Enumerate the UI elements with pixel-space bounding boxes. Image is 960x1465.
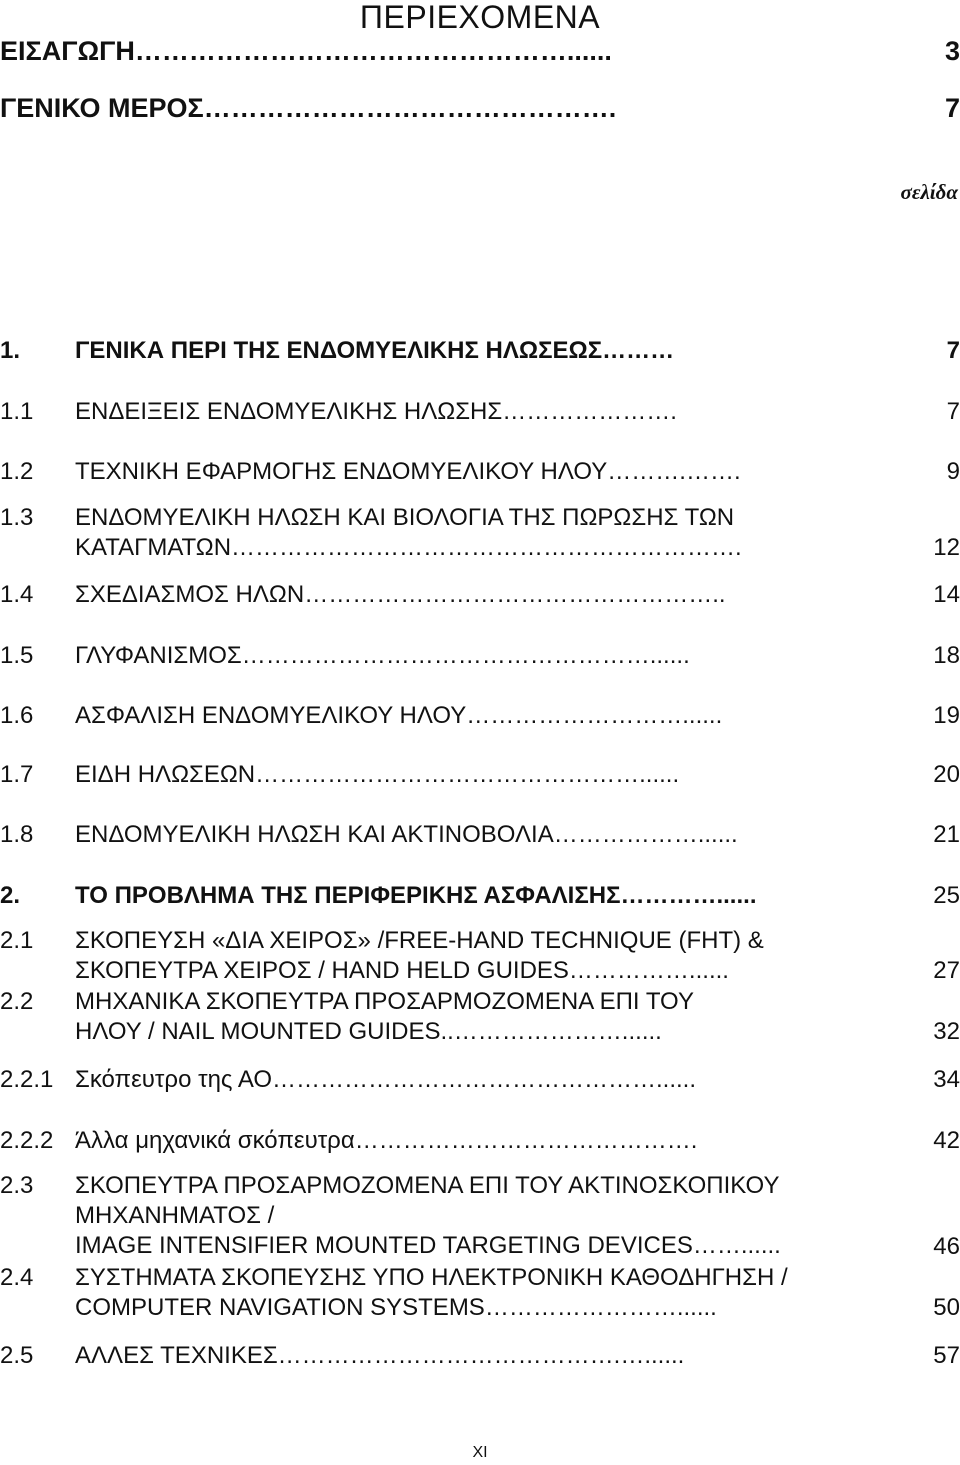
toc-entry-title: ΣΚΟΠΕΥΤΡΑ ΠΡΟΣΑΡΜΟΖΟΜΕΝΑ ΕΠΙ ΤΟΥ ΑΚΤΙΝΟΣΚΟΠΙΚΟΥ ΜΗΧΑΝΗΜΑΤΟΣ / IMAGE INTENSIFIER MOUNTED TARGETING DEVICES……...... bbox=[75, 1172, 781, 1259]
toc-entry-title: ΕΙΔΗ ΗΛΩΣΕΩΝ…………………………………………...... bbox=[75, 761, 680, 788]
toc-entry-number: 1.2 bbox=[0, 458, 34, 485]
toc-entry-page: 21 bbox=[933, 821, 960, 848]
toc-entry-number: 2.2.1 bbox=[0, 1066, 54, 1093]
toc-entry-title: ΑΣΦΑΛΙΣΗ ΕΝΔΟΜΥΕΛΙΚΟΥ ΗΛΟΥ………………………...... bbox=[75, 702, 723, 729]
toc-entry-page: 32 bbox=[933, 1018, 960, 1045]
toc-entry-number: 2.1 bbox=[0, 927, 34, 954]
toc-entry-page: 3 bbox=[944, 36, 960, 66]
toc-entry-page: 34 bbox=[933, 1066, 960, 1093]
toc-entry-page: 14 bbox=[933, 581, 960, 608]
toc-entry-title: ΓΕΝΙΚΟ ΜΕΡΟΣ………………………………………. bbox=[0, 93, 617, 123]
toc-entry-title: ΣΚΟΠΕΥΣΗ «ΔΙΑ ΧΕΙΡΟΣ» /FREE-HAND TECHNIQUE (FHT) & ΣΚΟΠΕΥΤΡΑ ΧΕΙΡΟΣ / HAND HELD GUIDES……………...... bbox=[75, 927, 764, 984]
toc-entry-title: ΤΟ ΠΡΟΒΛΗΜΑ ΤΗΣ ΠΕΡΙΦΕΡΙΚΗΣ ΑΣΦΑΛΙΣΗΣ…………...... bbox=[75, 882, 757, 909]
toc-entry-title: ΤΕΧΝΙΚΗ ΕΦΑΡΜΟΓΗΣ ΕΝΔΟΜΥΕΛΙΚΟΥ ΗΛΟΥ……….……. bbox=[75, 458, 741, 485]
toc-entry-page: 57 bbox=[933, 1342, 960, 1369]
toc-entry-page: 46 bbox=[933, 1233, 960, 1260]
page-title: ΠΕΡΙΕΧΟΜΕΝΑ bbox=[359, 0, 601, 35]
page-column-label: σελίδα bbox=[900, 180, 958, 204]
toc-entry-page: 7 bbox=[944, 93, 960, 123]
toc-entry-page: 19 bbox=[933, 702, 960, 729]
toc-entry-page: 50 bbox=[933, 1294, 960, 1321]
toc-entry-number: 1.5 bbox=[0, 642, 34, 669]
toc-entry-title: ΕΙΣΑΓΩΓΗ…………………………………………...... bbox=[0, 36, 612, 66]
toc-entry-number: 2.5 bbox=[0, 1342, 34, 1369]
page-number-footer: ΧΙ bbox=[472, 1444, 488, 1461]
toc-entry-page: 20 bbox=[933, 761, 960, 788]
toc-entry-page: 9 bbox=[946, 458, 960, 485]
toc-entry-title: ΣΥΣΤΗΜΑΤΑ ΣΚΟΠΕΥΣΗΣ ΥΠΟ ΗΛΕΚΤΡΟΝΙΚΗ ΚΑΘΟΔΗΓΗΣΗ / COMPUTER NAVIGATION SYSTEMS……………………...... bbox=[75, 1264, 788, 1321]
toc-entry-page: 18 bbox=[933, 642, 960, 669]
toc-entry-number: 1.4 bbox=[0, 581, 34, 608]
toc-entry-title: ΕΝΔΟΜΥΕΛΙΚΗ ΗΛΩΣΗ ΚΑΙ ΒΙΟΛΟΓΙΑ ΤΗΣ ΠΩΡΩΣΗΣ ΤΩΝ ΚΑΤΑΓΜΑΤΩΝ………………………………………………………. bbox=[75, 504, 742, 561]
toc-entry-page: 12 bbox=[933, 534, 960, 561]
toc-entry-title: ΓΕΝΙΚΑ ΠΕΡΙ ΤΗΣ ΕΝΔΟΜΥΕΛΙΚΗΣ ΗΛΩΣΕΩΣ……… bbox=[75, 337, 675, 364]
toc-entry-page: 27 bbox=[933, 957, 960, 984]
toc-entry-number: 2.4 bbox=[0, 1264, 34, 1291]
toc-entry-page: 7 bbox=[946, 398, 960, 425]
toc-entry-title: Άλλα μηχανικά σκόπευτρα……………………………………. bbox=[75, 1127, 698, 1154]
toc-entry-page: 25 bbox=[933, 882, 960, 909]
toc-entry-title: ΑΛΛΕΣ ΤΕΧΝΙΚΕΣ…………………………………….…...... bbox=[75, 1342, 685, 1369]
toc-entry-number: 1.1 bbox=[0, 398, 34, 425]
toc-entry-page: 42 bbox=[933, 1127, 960, 1154]
toc-entry-title: ΜΗΧΑΝΙΚΑ ΣΚΟΠΕΥΤΡΑ ΠΡΟΣΑΡΜΟΖΟΜΕΝΑ ΕΠΙ ΤΟΥ ΗΛΟΥ / NAIL MOUNTED GUIDES..…………………...... bbox=[75, 988, 694, 1045]
toc-entry-number: 1.6 bbox=[0, 702, 34, 729]
toc-entry-title: Σκόπευτρο της ΑΟ…………………………………………...... bbox=[75, 1066, 696, 1093]
toc-entry-title: ΓΛΥΦΑΝΙΣΜΟΣ……………………………………………...... bbox=[75, 642, 690, 669]
toc-entry-number: 2. bbox=[0, 882, 21, 909]
toc-entry-number: 2.3 bbox=[0, 1172, 34, 1199]
toc-entry-title: ΕΝΔΕΙΞΕΙΣ ΕΝΔΟΜΥΕΛΙΚΗΣ ΗΛΩΣΗΣ…………………. bbox=[75, 398, 677, 425]
toc-entry-number: 1. bbox=[0, 337, 21, 364]
toc-entry-number: 2.2.2 bbox=[0, 1127, 54, 1154]
toc-entry-number: 1.8 bbox=[0, 821, 34, 848]
toc-entry-title: ΕΝΔΟΜΥΕΛΙΚΗ ΗΛΩΣΗ ΚΑΙ ΑΚΤΙΝΟΒΟΛΙΑ………………...... bbox=[75, 821, 738, 848]
toc-entry-title: ΣΧΕΔΙΑΣΜΟΣ ΗΛΩΝ…………………………………………….. bbox=[75, 581, 726, 608]
toc-entry-number: 1.7 bbox=[0, 761, 34, 788]
toc-entry-number: 1.3 bbox=[0, 504, 34, 531]
toc-entry-page: 7 bbox=[946, 337, 960, 364]
toc-entry-number: 2.2 bbox=[0, 988, 34, 1015]
